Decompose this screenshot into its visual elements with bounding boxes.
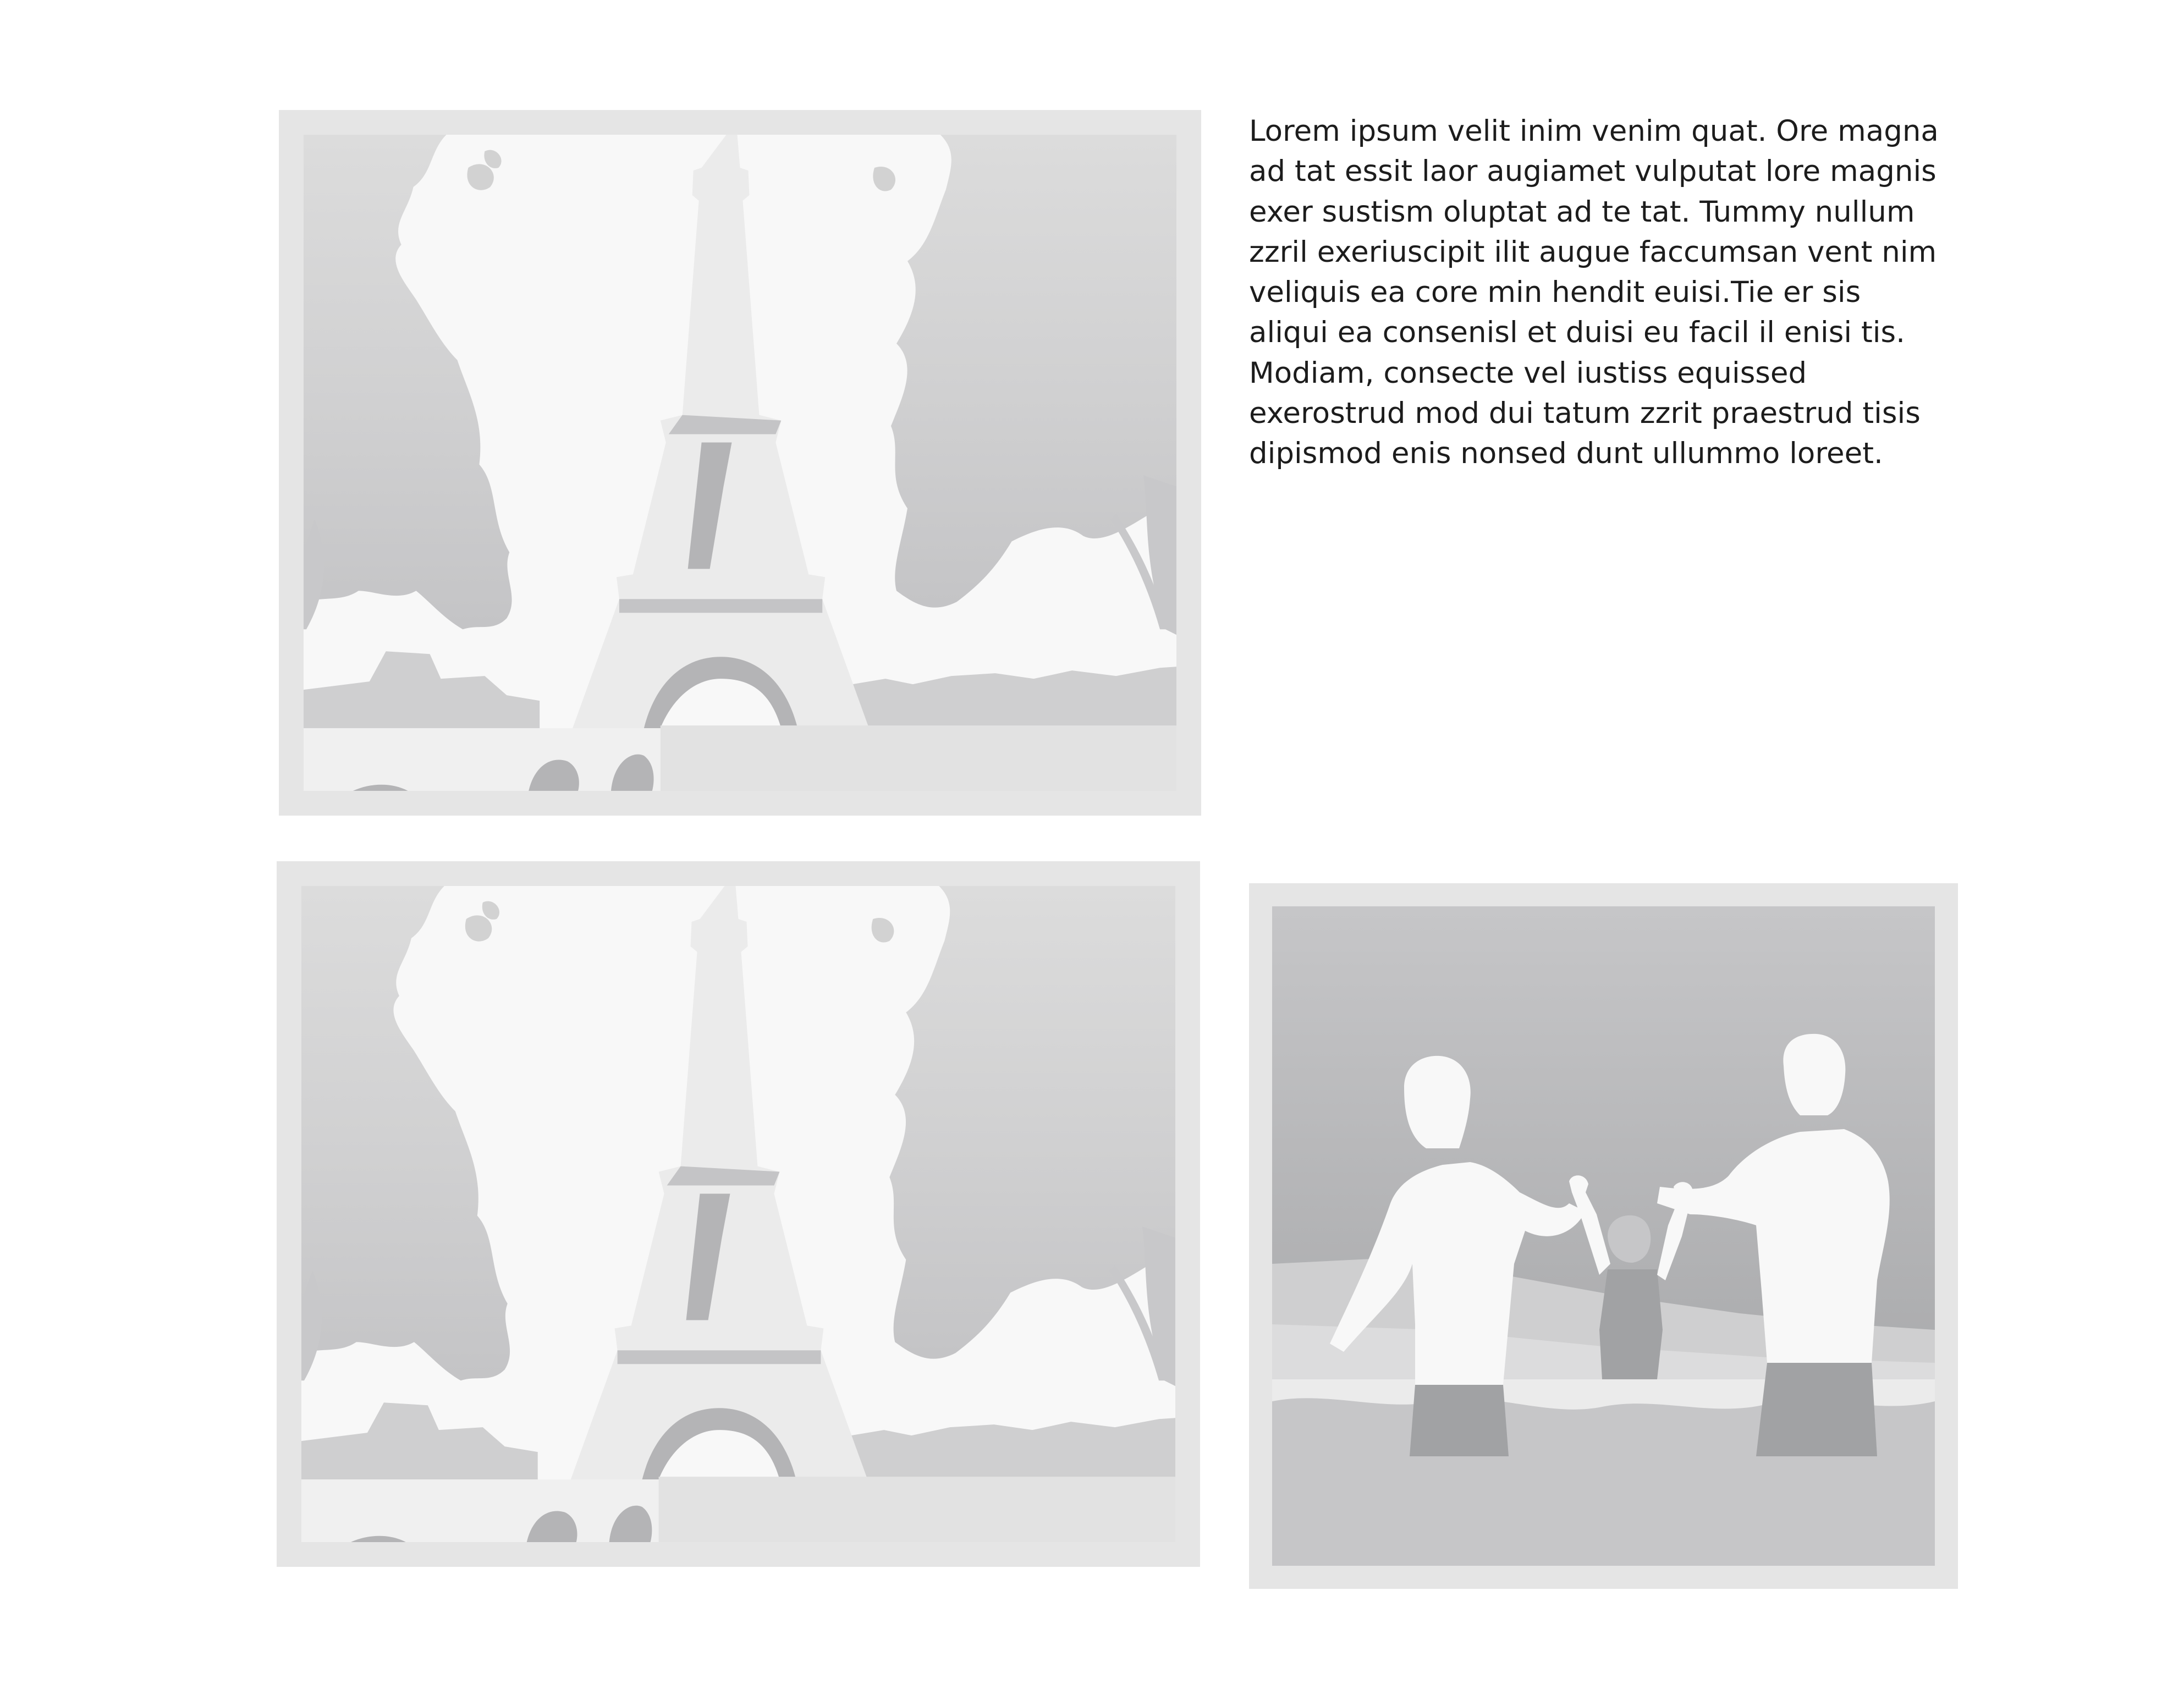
- body-paragraph: Lorem ipsum velit inim venim quat. Ore magna ad tat essit laor augiamet vulputat lore magnis exer sustism oluptat ad te tat. Tummy nullum zzril exeriuscipit ilit augue faccumsan vent nim veliquis ea core min hendit euisi.Tie er sis aliqui ea consenisl et duisi eu facil il enisi tis. Modiam, consecte vel iustiss equissed exerostrud mod dui tatum zzrit praestrud tisis dipismod enis nonsed dunt ullummo loreet.: [1249, 114, 1939, 471]
- eiffel-tower-image: [301, 886, 1175, 1542]
- eiffel-tower-image: [304, 135, 1176, 791]
- photo-frame-eiffel-top: [279, 110, 1201, 816]
- photo-frame-family: [1249, 883, 1958, 1589]
- photo-frame-eiffel-bottom: [277, 861, 1200, 1567]
- family-image: [1272, 906, 1935, 1566]
